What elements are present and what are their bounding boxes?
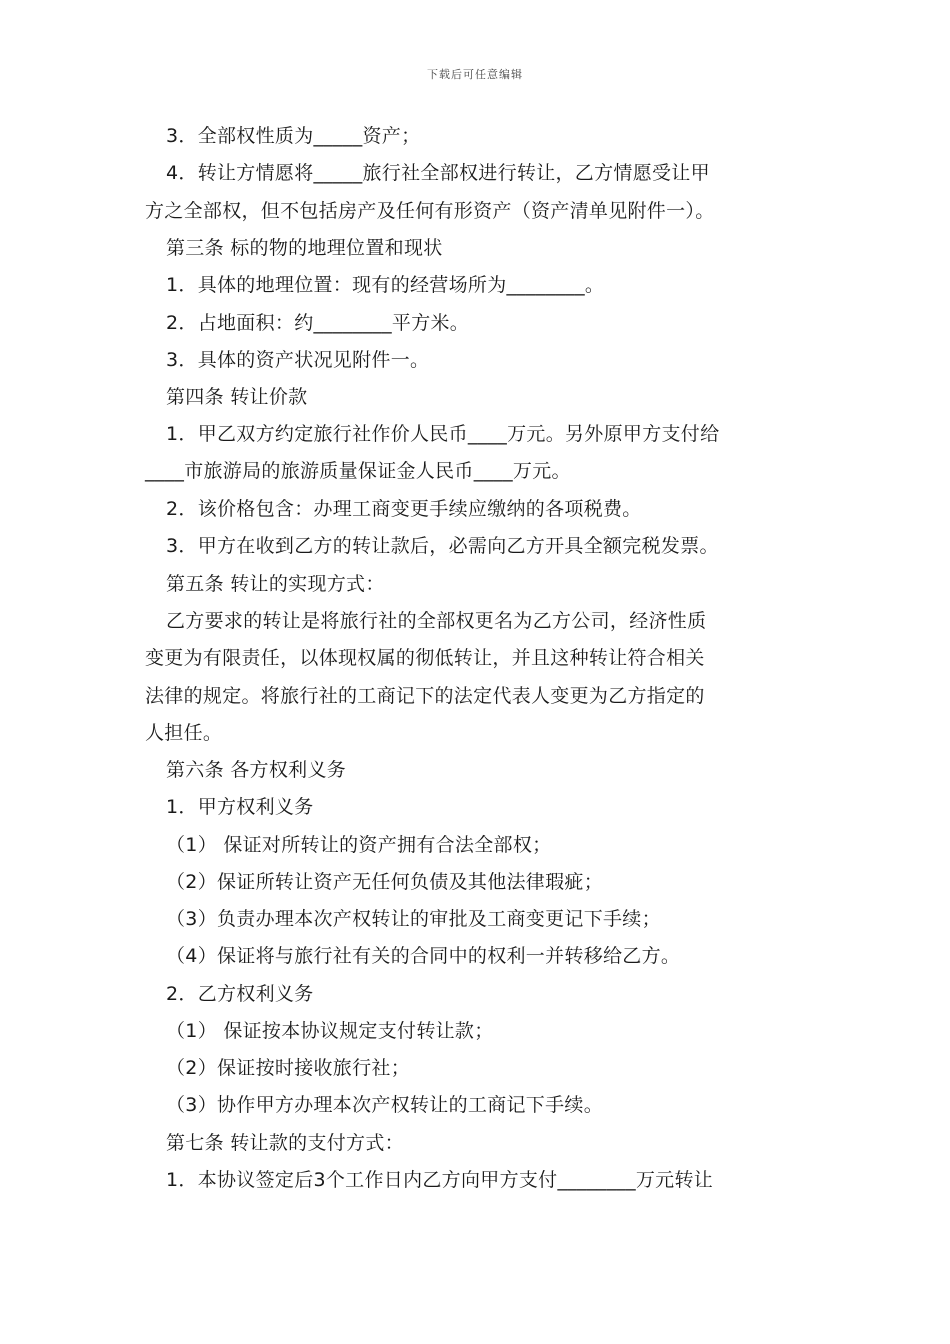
text-line: 乙方要求的转让是将旅行社的全部权更名为乙方公司，经济性质 bbox=[166, 610, 707, 632]
text-line: （3）负责办理本次产权转让的审批及工商变更记下手续； bbox=[166, 908, 661, 930]
text-line: 3．甲方在收到乙方的转让款后，必需向乙方开具全额完税发票。 bbox=[166, 535, 719, 557]
section-heading: 第三条 标的物的地理位置和现状 bbox=[166, 237, 443, 259]
text-line: 人担任。 bbox=[145, 722, 223, 744]
text-line: 方之全部权，但不包括房产及任何有形资产（资产清单见附件一）。 bbox=[145, 200, 715, 222]
text-line: （3）协作甲方办理本次产权转让的工商记下手续。 bbox=[166, 1094, 603, 1116]
text-line: 1．具体的地理位置：现有的经营场所为________。 bbox=[166, 274, 605, 296]
text-line: 1．本协议签定后3个工作日内乙方向甲方支付________万元转让 bbox=[166, 1169, 714, 1191]
text-line: 变更为有限责任，以体现权属的彻低转让，并且这种转让符合相关 bbox=[145, 647, 705, 669]
text-line: 法律的规定。将旅行社的工商记下的法定代表人变更为乙方指定的 bbox=[145, 685, 705, 707]
section-heading: 第六条 各方权利义务 bbox=[166, 759, 347, 781]
section-heading: 第七条 转让款的支付方式： bbox=[166, 1132, 404, 1154]
text-line: ____市旅游局的旅游质量保证金人民币____万元。 bbox=[145, 460, 571, 482]
text-line: （2）保证所转让资产无任何负债及其他法律瑕疵； bbox=[166, 871, 603, 893]
text-line: 4．转让方情愿将_____旅行社全部权进行转让，乙方情愿受让甲 bbox=[166, 162, 710, 184]
section-heading: 第四条 转让价款 bbox=[166, 386, 308, 408]
text-line: 2．占地面积：约________平方米。 bbox=[166, 312, 470, 334]
text-line: （2）保证按时接收旅行社； bbox=[166, 1057, 410, 1079]
section-heading: 第五条 转让的实现方式： bbox=[166, 573, 385, 595]
text-line: （4）保证将与旅行社有关的合同中的权利一并转移给乙方。 bbox=[166, 945, 681, 967]
text-line: 3．全部权性质为_____资产； bbox=[166, 125, 421, 147]
text-line: （1） 保证对所转让的资产拥有合法全部权； bbox=[166, 834, 552, 856]
text-line: 2．乙方权利义务 bbox=[166, 983, 314, 1005]
text-line: 2．该价格包含：办理工商变更手续应缴纳的各项税费。 bbox=[166, 498, 642, 520]
text-line: 1．甲乙双方约定旅行社作价人民币____万元。另外原甲方支付给 bbox=[166, 423, 720, 445]
text-line: （1） 保证按本协议规定支付转让款； bbox=[166, 1020, 494, 1042]
text-line: 3．具体的资产状况见附件一。 bbox=[166, 349, 430, 371]
page-header: 下载后可任意编辑 bbox=[427, 68, 523, 81]
text-line: 1．甲方权利义务 bbox=[166, 796, 314, 818]
